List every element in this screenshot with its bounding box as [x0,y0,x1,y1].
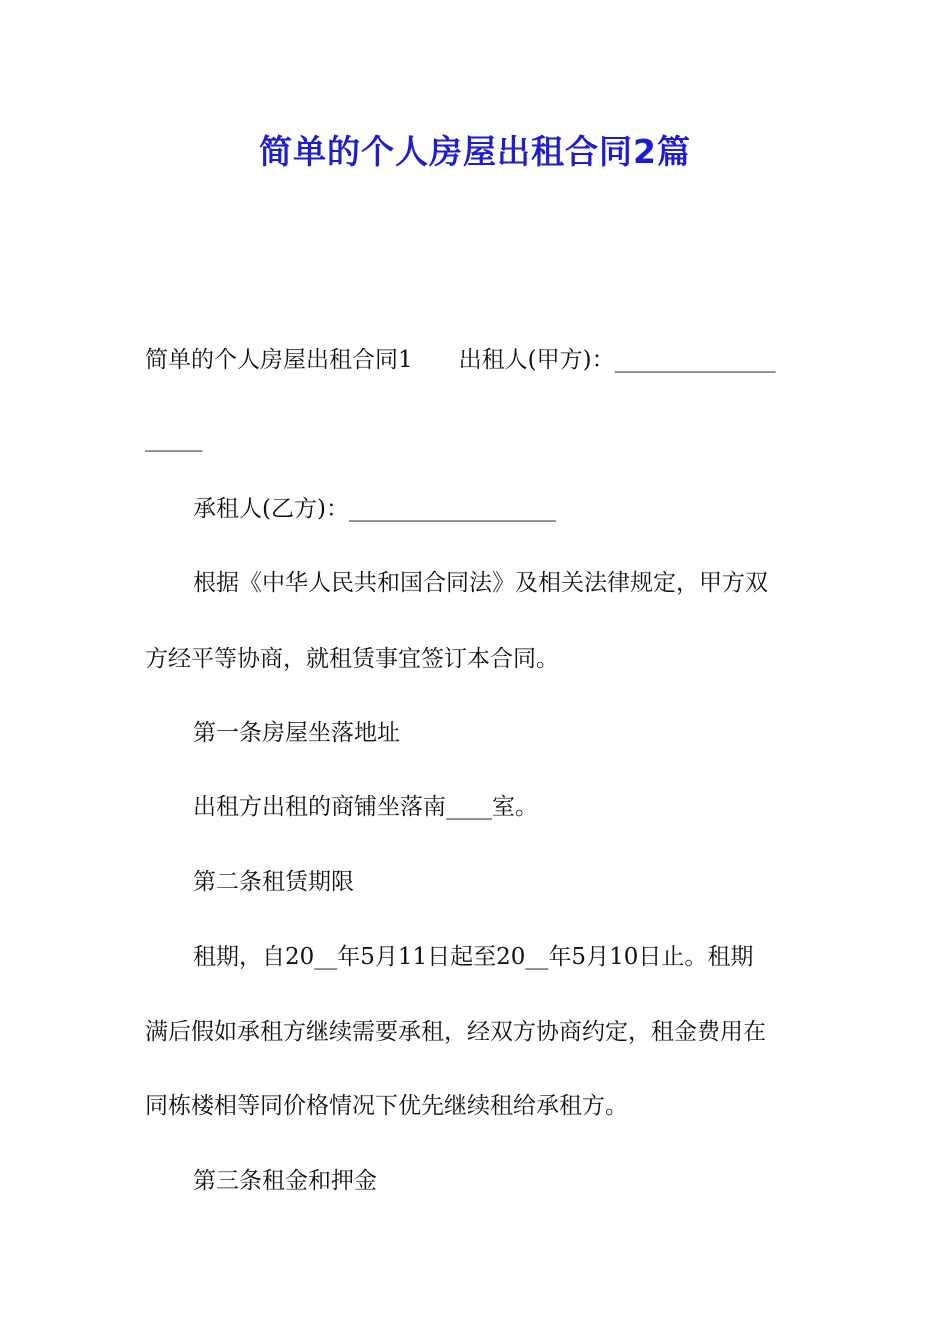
paragraph-line: 同栋楼相等同价格情况下优先继续租给承租方。 [145,1093,628,1119]
paragraph-line: 租期，自20__年5月11日起至20__年5月10日止。租期 [193,944,754,970]
paragraph-line: 根据《中华人民共和国合同法》及相关法律规定，甲方双 [193,570,768,596]
paragraph-line: 满后假如承租方继续需要承租，经双方协商约定，租金费用在 [145,1019,766,1045]
blank-continuation-line: _____ [145,426,203,452]
article-heading: 第二条租赁期限 [193,869,354,895]
article-heading: 第一条房屋坐落地址 [193,720,400,746]
paragraph-line: 出租方出租的商铺坐落南____室。 [193,794,538,820]
contract-heading-line: 简单的个人房屋出租合同1 出租人(甲方)：______________ [145,347,776,373]
article-heading: 第三条租金和押金 [193,1168,377,1194]
lessee-line: 承租人(乙方)：__________________ [193,496,556,522]
paragraph-line: 方经平等协商，就租赁事宜签订本合同。 [145,646,559,672]
document-title: 简单的个人房屋出租合同2篇 [259,132,691,171]
